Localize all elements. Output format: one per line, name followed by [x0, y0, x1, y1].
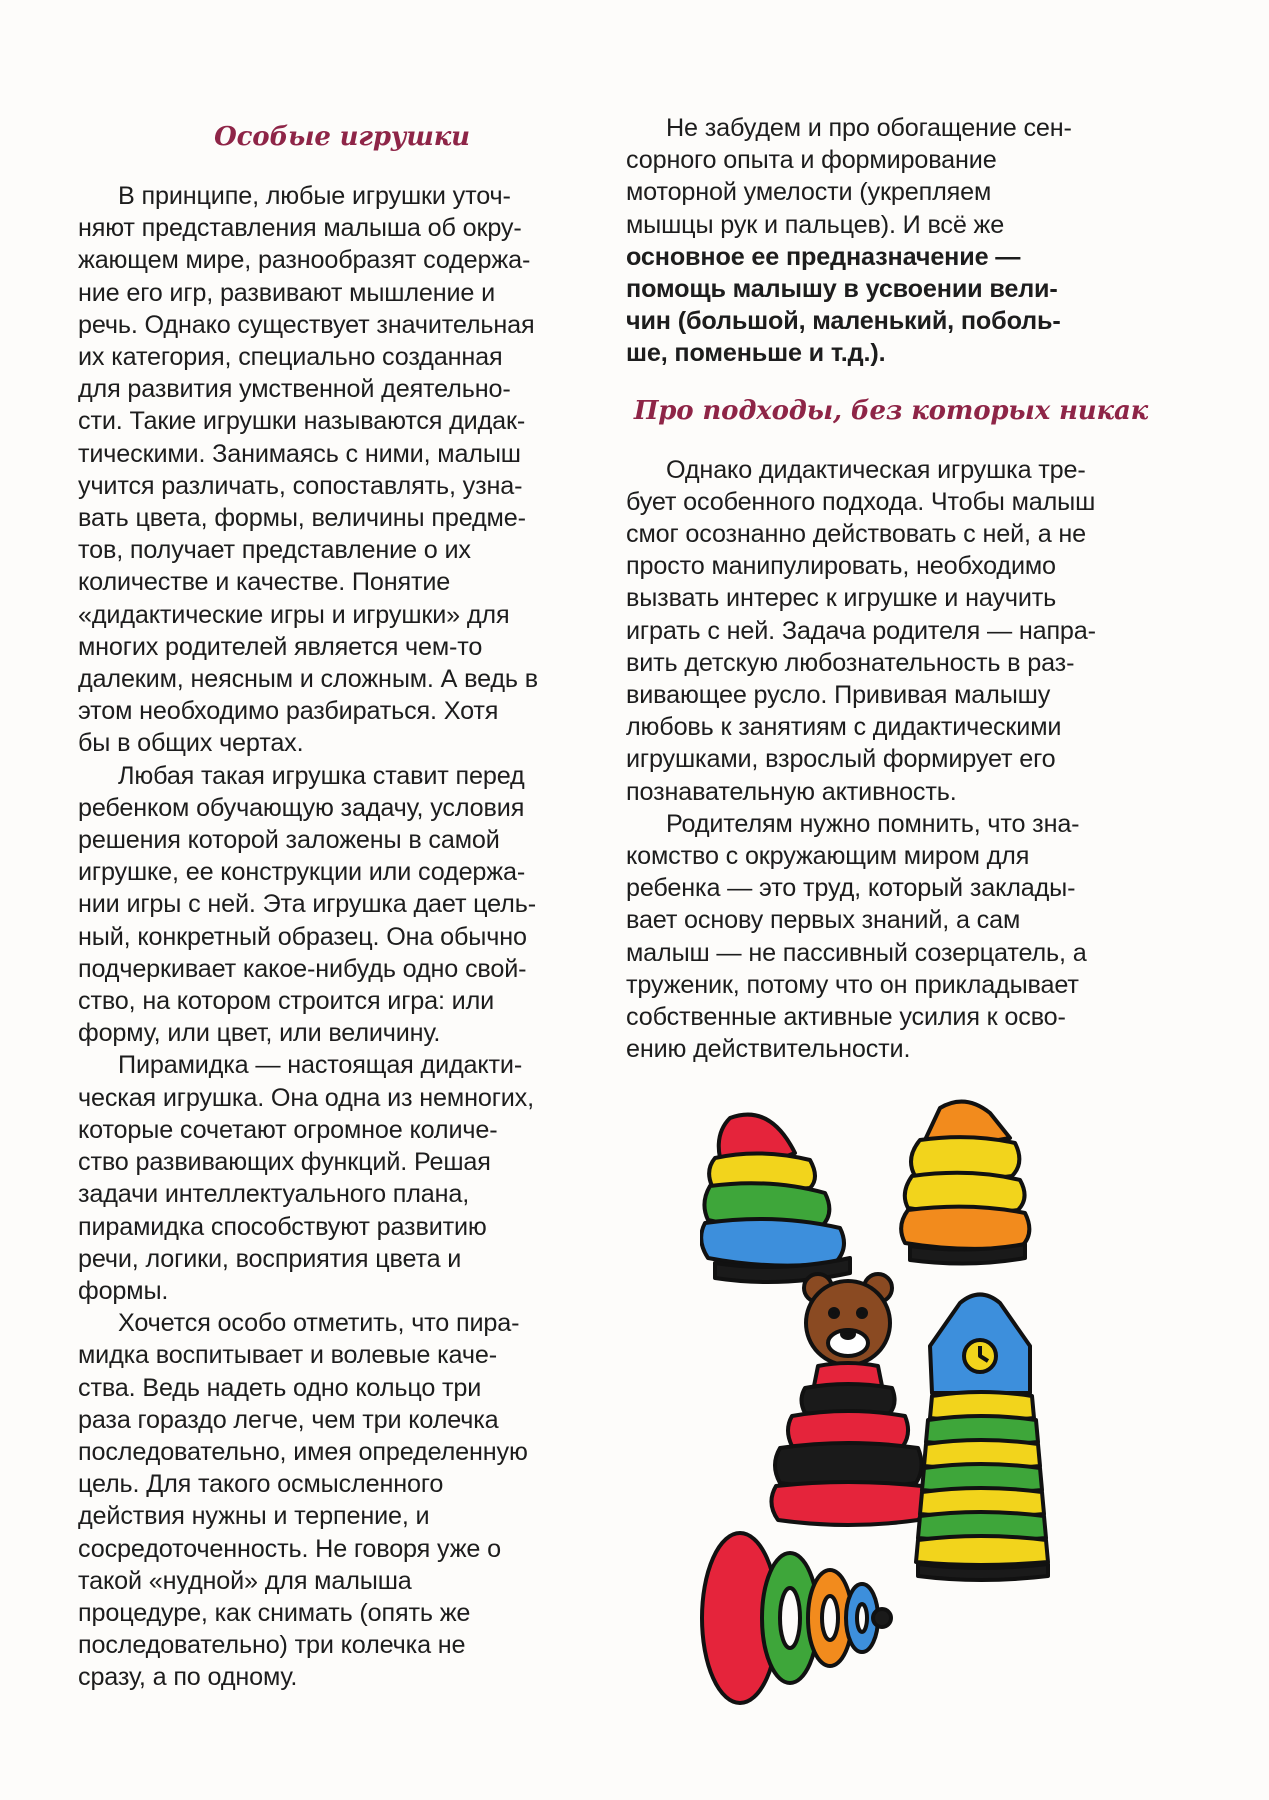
text-line: бы в общих чертах.: [78, 729, 304, 758]
text-line: вызвать интерес к игрушке и научить: [626, 584, 1057, 613]
section-heading-approaches: Про подходы, без которых никак: [633, 395, 1149, 426]
text-line: количестве и качестве. Понятие: [78, 568, 451, 597]
text-line: любовь к занятиям с дидактическими: [626, 713, 1062, 742]
dome-pyramid-toy: [901, 1102, 1029, 1264]
left-paragraph-4: [78, 1307, 606, 1693]
left-paragraph-3: [78, 1049, 606, 1307]
text-line: познавательную активность.: [626, 777, 957, 806]
text-line: ению действительности.: [626, 1035, 911, 1064]
text-line: формы.: [78, 1276, 169, 1305]
house-pyramid-toy: [916, 1295, 1048, 1581]
text-line: Родителям нужно помнить, что зна-: [666, 809, 1080, 838]
text-line: речь. Однако существует значительная: [78, 310, 535, 339]
text-line: тов, получает представление о их: [78, 536, 471, 565]
text-line: процедуре, как снимать (опять же: [78, 1598, 471, 1627]
text-line: В принципе, любые игрушки уточ-: [118, 182, 511, 210]
text-line: сосредоточенность. Не говоря уже о: [78, 1534, 501, 1563]
text-line: для развития умственной деятельно-: [78, 375, 511, 404]
text-line: ный, конкретный образец. Она обычно: [78, 922, 527, 951]
text-line: многих родителей является чем-то: [78, 632, 483, 661]
text-line: их категория, специально созданная: [78, 343, 503, 372]
text-line: помощь малышу в усвоении вели-: [626, 275, 1058, 304]
text-line: просто манипулировать, необходимо: [626, 552, 1056, 581]
text-line: ние его игр, развивают мышление и: [78, 278, 496, 307]
intro-paragraph: [626, 112, 1156, 370]
text-line: Любая такая игрушка ставит перед: [118, 761, 525, 790]
text-line: вать цвета, формы, величины предме-: [78, 504, 526, 533]
text-line: Однако дидактическая игрушка тре-: [666, 455, 1086, 484]
left-paragraph-2: [78, 760, 606, 1050]
text-line: цель. Для такого осмысленного: [78, 1470, 444, 1499]
right-paragraph-1: [626, 454, 1156, 808]
text-line: ство, на котором строится игра: или: [78, 987, 495, 1016]
section-heading-special-toys: Особые игрушки: [214, 122, 470, 152]
text-line: задачи интеллектуального плана,: [78, 1180, 470, 1209]
text-line: действия нужны и терпение, и: [78, 1502, 430, 1531]
pyramid-toys-drawing: [700, 1098, 1170, 1708]
text-line: нии игры с ней. Эта игрушка дает цель-: [78, 890, 536, 919]
text-line: решения которой заложены в самой: [78, 826, 500, 855]
text-line: ребенка — это труд, который заклады-: [626, 874, 1076, 903]
text-line: сорного опыта и формирование: [626, 146, 997, 175]
text-line: ства. Ведь надеть одно кольцо три: [78, 1373, 482, 1402]
bear-pyramid-toy: [771, 1274, 925, 1525]
text-line: смог осознанно действовать с ней, а не: [626, 520, 1087, 549]
text-line: форму, или цвет, или величину.: [78, 1019, 441, 1048]
text-line: Пирамидка — настоящая дидакти-: [118, 1051, 523, 1080]
text-line: последовательно) три колечка не: [78, 1631, 466, 1660]
text-line: сразу, а по одному.: [78, 1663, 298, 1692]
text-line: такой «нудной» для малыша: [78, 1566, 412, 1595]
left-column: [78, 112, 606, 1694]
text-line: игрушке, ее конструкции или содержа-: [78, 858, 526, 887]
text-line: чин (большой, маленький, поболь-: [626, 307, 1061, 336]
text-line: мидка воспитывает и волевые каче-: [78, 1341, 497, 1370]
text-line: Хочется особо отметить, что пира-: [118, 1309, 520, 1338]
text-line: которые сочетают огромное количе-: [78, 1115, 498, 1144]
text-line: ше, поменьше и т.д.).: [626, 339, 886, 368]
text-line: тическими. Занимаясь с ними, малыш: [78, 439, 521, 468]
text-line: пирамидка способствуют развитию: [78, 1212, 487, 1241]
text-line: речи, логики, восприятия цвета и: [78, 1244, 462, 1273]
text-line: последовательно, имея определенную: [78, 1437, 528, 1466]
text-line: бует особенного подхода. Чтобы малыш: [626, 487, 1096, 516]
left-paragraph-1: [78, 180, 606, 760]
text-line: раза гораздо легче, чем три колечка: [78, 1405, 499, 1434]
pyramid-toys-illustration: [700, 1098, 1170, 1708]
text-line: игрушками, взрослый формирует его: [626, 745, 1056, 774]
text-line: учится различать, сопоставлять, узна-: [78, 471, 523, 500]
text-line: основное ее предназначение —: [626, 242, 1021, 271]
text-line: жающем мире, разнообразят содержа-: [78, 246, 531, 275]
text-line: далеким, неясным и сложным. А ведь в: [78, 665, 538, 694]
left-paragraphs: [78, 180, 606, 1694]
right-paragraphs: [626, 454, 1156, 1066]
text-line: моторной умелости (укрепляем: [626, 178, 992, 207]
right-paragraph-2: [626, 808, 1156, 1066]
text-line: вает основу первых знаний, а сам: [626, 906, 1021, 935]
text-line: ство развивающих функций. Решая: [78, 1148, 491, 1177]
text-line: Не забудем и про обогащение сен-: [666, 114, 1072, 142]
text-line: малыш — не пассивный созерцатель, а: [626, 938, 1087, 967]
text-line: комство с окружающим миром для: [626, 842, 1030, 871]
text-line: сти. Такие игрушки называются дидак-: [78, 407, 526, 436]
rings-on-rod-toy: [702, 1533, 891, 1703]
text-line: вить детскую любознательность в раз-: [626, 648, 1075, 677]
text-line: этом необходимо разбираться. Хотя: [78, 697, 499, 726]
text-line: ребенком обучающую задачу, условия: [78, 793, 525, 822]
cone-pyramid-toy: [701, 1115, 850, 1282]
text-line: подчеркивает какое-нибудь одно свой-: [78, 954, 527, 983]
text-line: ческая игрушка. Она одна из немногих,: [78, 1083, 534, 1112]
text-line: труженик, потому что он прикладывает: [626, 970, 1079, 999]
text-line: «дидактические игры и игрушки» для: [78, 600, 510, 629]
text-line: вивающее русло. Прививая малышу: [626, 681, 1051, 710]
text-line: мышцы рук и пальцев). И всё же: [626, 210, 1005, 239]
right-column: [626, 112, 1156, 1065]
text-line: няют представления малыша об окру-: [78, 214, 522, 243]
text-line: собственные активные усилия к осво-: [626, 1003, 1066, 1032]
text-line: играть с ней. Задача родителя — напра-: [626, 616, 1096, 645]
